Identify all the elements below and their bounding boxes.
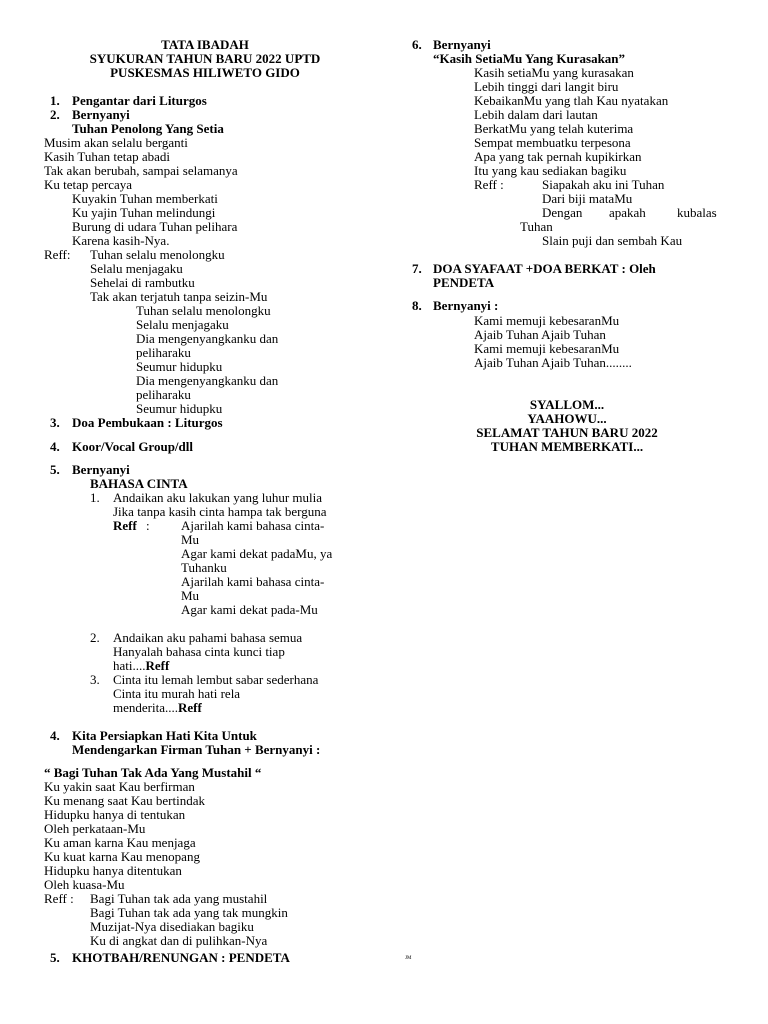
- song-4-title: “Kasih SetiaMu Yang Kurasakan”: [433, 51, 626, 66]
- item-6-text: Bernyanyi: [433, 37, 491, 52]
- reff-line: Ajarilah kami bahasa cinta-: [181, 574, 325, 589]
- song-5-line: Ajaib Tuhan Ajaib Tuhan: [474, 327, 606, 342]
- song-4-line: Itu yang kau sediakan bagiku: [474, 163, 627, 178]
- item-3-text: Doa Pembukaan : Liturgos: [72, 415, 223, 430]
- reff-line: Selalu menjagaku: [136, 317, 229, 332]
- song-3-line: Ku kuat karna Kau menopang: [44, 849, 200, 864]
- reff-line: Tuhan selalu menolongku: [136, 303, 271, 318]
- verse-1-number: 1.: [90, 490, 100, 505]
- song-4-line: Apa yang tak pernah kupikirkan: [474, 149, 642, 164]
- closing-line: TUHAN MEMBERKATI...: [490, 439, 644, 454]
- reff-ref: Reff: [145, 658, 170, 673]
- song-3-line: Oleh perkataan-Mu: [44, 821, 146, 836]
- song-3-line: Hidupku hanya ditentukan: [44, 863, 182, 878]
- item-4b-text: Kita Persiapkan Hati Kita Untuk: [72, 728, 257, 743]
- reff-label: Reff: [113, 518, 137, 533]
- item-5b-text: KHOTBAH/RENUNGAN : PENDETA: [72, 950, 290, 965]
- reff-label: Reff :: [474, 177, 504, 192]
- item-3-number: 3.: [50, 415, 60, 430]
- reff-line: Dari biji mataMu: [542, 191, 633, 206]
- item-7-text: DOA SYAFAAT +DOA BERKAT : Oleh: [433, 261, 656, 276]
- song-3-line: Ku menang saat Kau bertindak: [44, 793, 206, 808]
- reff-line: Seumur hidupku: [136, 401, 223, 416]
- reff-line: Sehelai di rambutku: [90, 275, 195, 290]
- item-2-number: 2.: [50, 107, 60, 122]
- item-8-number: 8.: [412, 298, 422, 313]
- song-5-line: Kami memuji kebesaranMu: [474, 313, 620, 328]
- reff-line: Ajarilah kami bahasa cinta-: [181, 518, 325, 533]
- reff-line-word: Dengan: [542, 205, 583, 220]
- item-8-text: Bernyanyi :: [433, 298, 499, 313]
- reff-line: Muzijat-Nya disediakan bagiku: [90, 919, 254, 934]
- reff-line: Dia mengenyangkanku dan: [136, 373, 279, 388]
- reff-line: Tuhan: [520, 219, 553, 234]
- reff-line: Ku di angkat dan di pulihkan-Nya: [90, 933, 268, 948]
- item-4b-text: Mendengarkan Firman Tuhan + Bernyanyi :: [72, 742, 321, 757]
- song-1-line: Tak akan berubah, sampai selamanya: [44, 163, 238, 178]
- song-4-line: BerkatMu yang telah kuterima: [474, 121, 634, 136]
- verse-3-number: 3.: [90, 672, 100, 687]
- reff-line: Slain puji dan sembah Kau: [542, 233, 683, 248]
- song-3-title: “ Bagi Tuhan Tak Ada Yang Mustahil “: [44, 765, 262, 780]
- reff-line: Agar kami dekat padaMu, ya: [181, 546, 333, 561]
- verse-end: menderita....: [113, 700, 178, 715]
- verse-line: Hanyalah bahasa cinta kunci tiap: [113, 644, 285, 659]
- reff-line-word: apakah: [609, 205, 646, 220]
- reff-ref: Reff: [177, 700, 202, 715]
- song-1-line: Ku tetap percaya: [44, 177, 133, 192]
- verse-2-number: 2.: [90, 630, 100, 645]
- reff-line: Mu: [181, 532, 200, 547]
- verse-line: Cinta itu lemah lembut sabar sederhana: [113, 672, 319, 687]
- reff-colon: :: [146, 518, 150, 533]
- item-5-number: 5.: [50, 462, 60, 477]
- reff-line: Bagi Tuhan tak ada yang tak mungkin: [90, 905, 288, 920]
- song-1-line: Kasih Tuhan tetap abadi: [44, 149, 171, 164]
- song-5-line: Kami memuji kebesaranMu: [474, 341, 620, 356]
- item-5-text: Bernyanyi: [72, 462, 130, 477]
- reff-line: Agar kami dekat pada-Mu: [181, 602, 318, 617]
- song-2-title: BAHASA CINTA: [90, 476, 188, 491]
- song-3-line: Oleh kuasa-Mu: [44, 877, 125, 892]
- closing-line: YAAHOWU...: [527, 411, 607, 426]
- item-5b-number: 5.: [50, 950, 60, 965]
- item-4-text: Koor/Vocal Group/dll: [72, 439, 193, 454]
- reff-line: Tuhanku: [181, 560, 227, 575]
- song-1-title: Tuhan Penolong Yang Setia: [72, 121, 224, 136]
- item-1-number: 1.: [50, 93, 60, 108]
- song-3-line: Ku yakin saat Kau berfirman: [44, 779, 195, 794]
- item-4-number: 4.: [50, 439, 60, 454]
- closing-line: SELAMAT TAHUN BARU 2022: [476, 425, 658, 440]
- header-line-2: SYUKURAN TAHUN BARU 2022 UPTD: [89, 51, 321, 66]
- reff-label: Reff :: [44, 891, 74, 906]
- reff-line: Mu: [181, 588, 200, 603]
- header-line-3: PUSKESMAS HILIWETO GIDO: [110, 65, 300, 80]
- reff-line: Bagi Tuhan tak ada yang mustahil: [90, 891, 268, 906]
- song-4-line: KebaikanMu yang tlah Kau nyatakan: [474, 93, 669, 108]
- verse-line: Jika tanpa kasih cinta hampa tak berguna: [113, 504, 327, 519]
- reff-line: peliharaku: [136, 387, 191, 402]
- item-6-number: 6.: [412, 37, 422, 52]
- verse-line: Andaikan aku pahami bahasa semua: [113, 630, 303, 645]
- song-1-line: Musim akan selalu berganti: [44, 135, 188, 150]
- footer-mark: JM: [405, 956, 412, 961]
- reff-label: Reff:: [44, 247, 71, 262]
- reff-line: peliharaku: [136, 345, 191, 360]
- song-1-line: Ku yajin Tuhan melindungi: [72, 205, 216, 220]
- verse-line: [113, 659, 169, 673]
- reff-line: Selalu menjagaku: [90, 261, 183, 276]
- verse-line: Andaikan aku lakukan yang luhur mulia: [113, 490, 323, 505]
- reff-line: Siapakah aku ini Tuhan: [542, 177, 665, 192]
- verse-line: Cinta itu murah hati rela: [113, 686, 241, 701]
- item-4b-number: 4.: [50, 728, 60, 743]
- song-4-line: Lebih dalam dari lautan: [474, 107, 598, 122]
- header-line-1: TATA IBADAH: [161, 37, 249, 52]
- song-1-line: Kuyakin Tuhan memberkati: [72, 191, 218, 206]
- verse-end: hati....: [113, 658, 146, 673]
- song-5-line: Ajaib Tuhan Ajaib Tuhan........: [474, 355, 632, 370]
- closing-line: SYALLOM...: [529, 397, 605, 412]
- reff-line: Dia mengenyangkanku dan: [136, 331, 279, 346]
- item-7-text: PENDETA: [433, 275, 495, 290]
- reff-line-word: kubalas: [677, 205, 717, 220]
- reff-line: Seumur hidupku: [136, 359, 223, 374]
- item-1-text: Pengantar dari Liturgos: [72, 93, 207, 108]
- song-4-line: Kasih setiaMu yang kurasakan: [474, 65, 634, 80]
- item-7-number: 7.: [412, 261, 422, 276]
- song-4-line: Sempat membuatku terpesona: [474, 135, 631, 150]
- song-1-line: Karena kasih-Nya.: [72, 233, 170, 248]
- reff-line: Tak akan terjatuh tanpa seizin-Mu: [90, 289, 268, 304]
- item-2-text: Bernyanyi: [72, 107, 130, 122]
- song-3-line: Hidupku hanya di tentukan: [44, 807, 186, 822]
- reff-line: Tuhan selalu menolongku: [90, 247, 225, 262]
- song-1-line: Burung di udara Tuhan pelihara: [72, 219, 238, 234]
- verse-line: [113, 701, 202, 715]
- song-4-line: Lebih tinggi dari langit biru: [474, 79, 619, 94]
- song-3-line: Ku aman karna Kau menjaga: [44, 835, 196, 850]
